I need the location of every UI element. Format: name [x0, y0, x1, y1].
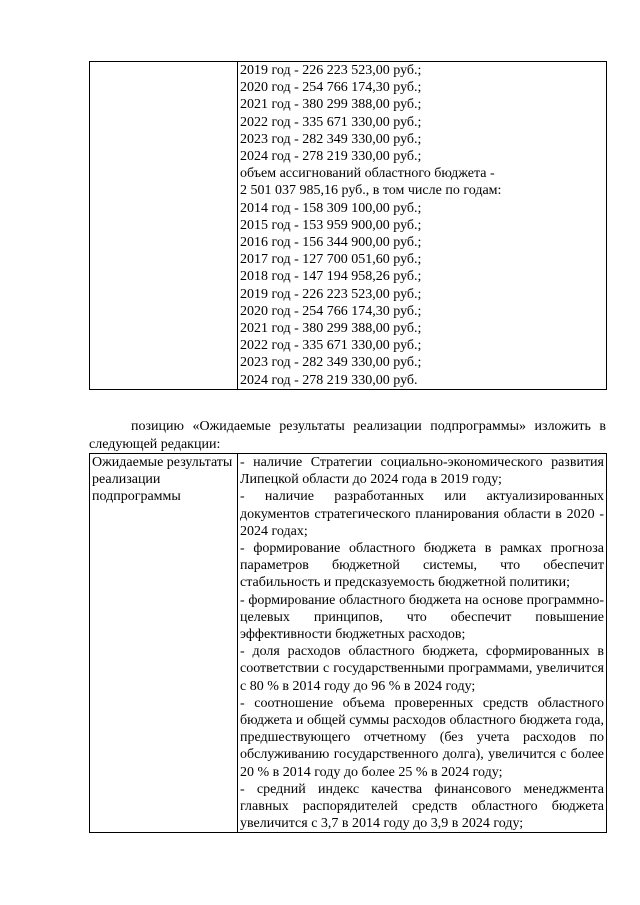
funding-table-right-cell: [238, 62, 607, 390]
funding-line: 2016 год - 156 344 900,00 руб.;: [240, 235, 422, 251]
result-item: - доля расходов областного бюджета, сформированных в соответствии с государственными программами, увеличится с 80 % в 2014 году до 96 % в 2024 году;: [240, 644, 604, 694]
funding-table: [89, 61, 607, 390]
funding-line: 2020 год - 254 766 174,30 руб.;: [240, 80, 422, 96]
results-items-cell: [238, 454, 607, 833]
funding-line: 2019 год - 226 223 523,00 руб.;: [240, 286, 422, 302]
funding-line: 2017 год - 127 700 051,60 руб.;: [240, 252, 422, 268]
results-table: [89, 453, 607, 833]
funding-line: 2020 год - 254 766 174,30 руб.;: [240, 303, 422, 319]
funding-line: 2015 год - 153 959 900,00 руб.;: [240, 217, 422, 233]
funding-line: 2021 год - 380 299 388,00 руб.;: [240, 321, 422, 337]
result-item: - формирование областного бюджета на основе программно-целевых принципов, что обеспечит повышение эффективности бюджетных расходов;: [240, 592, 604, 643]
results-table-row: [90, 454, 607, 833]
result-item: - соотношение объема проверенных средств областного бюджета и общей суммы расходов областного бюджета года, предшествующего отчетному (без учета расходов по обслуживанию государственного долга), увеличится с более 20 % в 2014 году до более 25 % в 2024 году;: [240, 695, 604, 780]
result-item: - наличие разработанных или актуализированных документов стратегического планирования области в 2020 - 2024 годах;: [240, 489, 604, 539]
funding-line: 2024 год - 278 219 330,00 руб.: [240, 372, 418, 388]
results-label-cell: Ожидаемые результаты реализации подпрограммы: [90, 454, 238, 833]
result-item: - формирование областного бюджета в рамках прогноза параметров бюджетной системы, что обеспечит стабильность и предсказуемость бюджетной политики;: [240, 541, 604, 591]
funding-line: 2021 год - 380 299 388,00 руб.;: [240, 97, 422, 113]
funding-line: 2023 год - 282 349 330,00 руб.;: [240, 355, 422, 371]
funding-line: 2022 год - 335 671 330,00 руб.;: [240, 114, 422, 130]
funding-line: 2 501 037 985,16 руб., в том числе по годам:: [240, 183, 502, 199]
funding-line: 2023 год - 282 349 330,00 руб.;: [240, 131, 422, 147]
funding-line: 2022 год - 335 671 330,00 руб.;: [240, 338, 422, 354]
result-item: - средний индекс качества финансового менеджмента главных распорядителей средств областного бюджета увеличится с 3,7 в 2014 году до 3,9 в 2024 году;: [240, 781, 604, 832]
instruction-paragraph: позицию «Ожидаемые результаты реализации подпрограммы» изложить в следующей редакции:: [89, 419, 606, 452]
funding-line: 2019 год - 226 223 523,00 руб.;: [240, 63, 422, 78]
funding-line: 2018 год - 147 194 958,26 руб.;: [240, 269, 422, 285]
funding-line: 2024 год - 278 219 330,00 руб.;: [240, 149, 422, 165]
funding-line: объем ассигнований областного бюджета -: [240, 166, 495, 182]
funding-line: 2014 год - 158 309 100,00 руб.;: [240, 200, 422, 216]
result-item: - наличие Стратегии социально-экономического развития Липецкой области до 2024 года в 2019 году;: [240, 455, 604, 488]
funding-table-left-cell: [90, 62, 238, 390]
funding-table-row: [90, 62, 607, 390]
